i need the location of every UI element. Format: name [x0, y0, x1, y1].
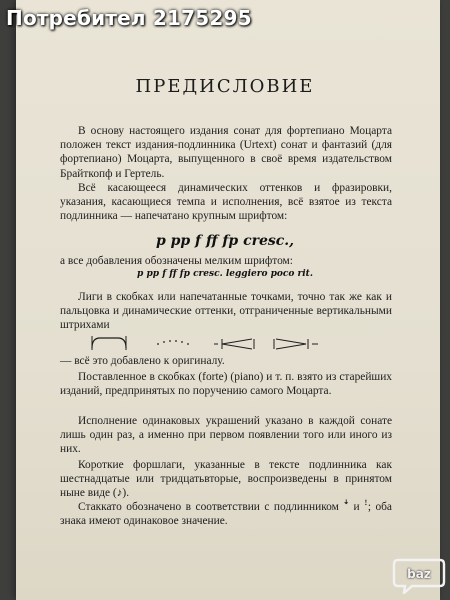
paragraph-2: Всё касающееся динамических оттенков и фразировки, указания, касающиеся темпа и исполнения, всё взятое из текста подлинника — напечатано крупным шрифтом: [60, 182, 392, 223]
dynamics-small: p pp f ff fp cresc. leggiero poco rit. [137, 269, 313, 279]
paragraph-4: Лиги в скобках или напечатанные точками, точно так же как и пальцовка и динамические оттенки, отграниченные вертикальными штрихами [60, 291, 392, 332]
paragraph-5: — всё это добавлено к оригиналу. [60, 355, 225, 367]
paragraph-8: Короткие форшлаги, указанные в тексте подлинника как шестнадцатые или тридцатьвторые, воспроизведены в принятом ныне виде (♪). [60, 459, 392, 500]
svg-text:baz: baz [407, 567, 431, 581]
user-banner: Потребител 2175295 [6, 6, 252, 30]
slur-and-hairpin-marks-icon [88, 333, 368, 353]
paragraph-9: Стаккато обозначено в соответствии с подлинником ꜜ и ꜝ; оба знака имеют одинаковое значение. [60, 501, 392, 528]
page-title: ПРЕДИСЛОВИЕ [135, 76, 315, 97]
paragraph-1: В основу настоящего издания сонат для фортепиано Моцарта положен текст издания-подлинника (Urtext) сонат и фантазий (для фортепиано) Моцарта, выпущенного в своё время издательством Брайткопф и Гертель. [60, 125, 392, 180]
paragraph-3: а все добавления обозначены мелким шрифтом: [60, 255, 293, 267]
paragraph-7: Исполнение одинаковых украшений указано в каждой сонате лишь один раз, а именно при первом появлении того или иного из них. [60, 415, 392, 456]
paragraph-6: Поставленное в скобках (forte) (piano) и т. п. взято из старейших изданий, предпринятых по поручению самого Моцарта. [60, 371, 392, 398]
dynamics-large: p pp f ff fp cresc., [155, 233, 295, 249]
bazar-logo-icon [392, 556, 448, 596]
